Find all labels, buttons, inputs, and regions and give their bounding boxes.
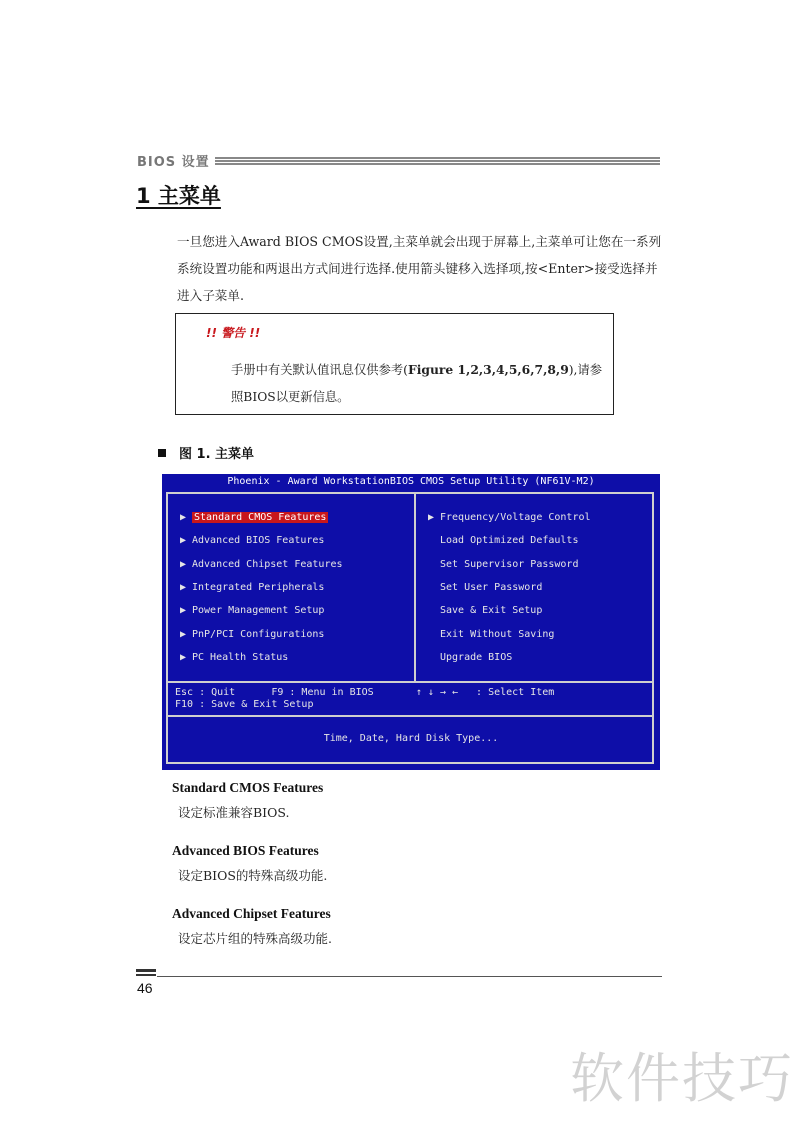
bios-menu-standard-cmos[interactable]: ▶ Standard CMOS Features [180,512,327,523]
section-label: BIOS 设置 [137,155,210,170]
section-heading: Advanced Chipset Features [172,906,331,921]
footer-mark [136,969,156,972]
warning-title: !! 警告 !! [206,326,261,340]
section-description: 设定标准兼容BIOS. [178,805,290,820]
footer-rule [157,976,662,977]
bios-status-text: Time, Date, Hard Disk Type... [323,733,499,744]
intro-paragraph: 一旦您进入Award BIOS CMOS设置,主菜单就会出现于屏幕上,主菜单可让您在一系列系统设置功能和两退出方式间进行选择.使用箭头键移入选择项,按<Enter>接受选择并进入子菜单. [177,234,662,303]
page-title: 1 主菜单 [136,184,221,208]
bios-menu-exit-without-saving[interactable]: Exit Without Saving [440,629,555,640]
section-heading: Standard CMOS Features [172,780,324,795]
bios-menu-user-password[interactable]: Set User Password [440,582,543,593]
bios-menu-advanced-bios[interactable]: ▶ Advanced BIOS Features [180,535,325,546]
bios-screen [162,474,660,770]
section-description: 设定BIOS的特殊高级功能. [178,868,328,883]
warning-box [175,313,614,415]
running-header [137,151,210,170]
bios-menu-frequency-voltage[interactable]: ▶ Frequency/Voltage Control [428,512,591,523]
bios-menu-power-management[interactable]: ▶ Power Management Setup [180,605,325,616]
section-heading: Advanced BIOS Features [172,843,319,858]
bios-menu-integrated-peripherals[interactable]: ▶ Integrated Peripherals [180,582,325,593]
warning-figure-refs: Figure 1,2,3,4,5,6,7,8,9 [407,362,569,377]
submenu-arrow-icon: ▶ [180,605,187,616]
submenu-arrow-icon: ▶ [180,582,187,593]
page-number: 46 [137,980,153,996]
submenu-arrow-icon: ▶ [180,652,187,663]
watermark: 软件技巧 [570,1047,794,1110]
warning-text [231,356,611,411]
bios-divider [167,715,654,717]
submenu-arrow-icon: ▶ [180,559,187,570]
figure-caption [158,443,254,462]
bios-menu-pc-health[interactable]: ▶ PC Health Status [180,652,289,663]
submenu-arrow-icon: ▶ [428,512,435,523]
submenu-arrow-icon: ▶ [180,512,187,523]
bullet-square-icon [158,449,166,457]
submenu-arrow-icon: ▶ [180,629,187,640]
bios-menu-supervisor-password[interactable]: Set Supervisor Password [440,559,579,570]
warning-text-start: 手册中有关默认值讯息仅供参考( [231,363,408,377]
header-rule [215,157,660,165]
footer-mark [136,974,156,976]
section-description: 设定芯片组的特殊高级功能. [178,931,332,946]
bios-column-divider [414,494,416,682]
bios-help-line: F10 : Save & Exit Setup [175,699,314,710]
figure-caption-text: 图 1. 主菜单 [179,447,255,462]
submenu-arrow-icon: ▶ [180,535,187,546]
bios-menu-pnp-pci[interactable]: ▶ PnP/PCI Configurations [180,629,325,640]
warning-text-end: ),请参照BIOS以更新信息。 [231,363,603,404]
bios-menu-advanced-chipset[interactable]: ▶ Advanced Chipset Features [180,559,343,570]
bios-title: Phoenix - Award WorkstationBIOS CMOS Setup Utility (NF61V-M2) [162,474,660,489]
bios-help-line: Esc : Quit F9 : Menu in BIOS ↑ ↓ → ← : Select Item [175,687,555,698]
bios-menu-upgrade-bios[interactable]: Upgrade BIOS [440,652,513,663]
bios-menu-save-exit[interactable]: Save & Exit Setup [440,605,543,616]
bios-menu-load-defaults[interactable]: Load Optimized Defaults [440,535,579,546]
bios-divider [167,681,654,683]
